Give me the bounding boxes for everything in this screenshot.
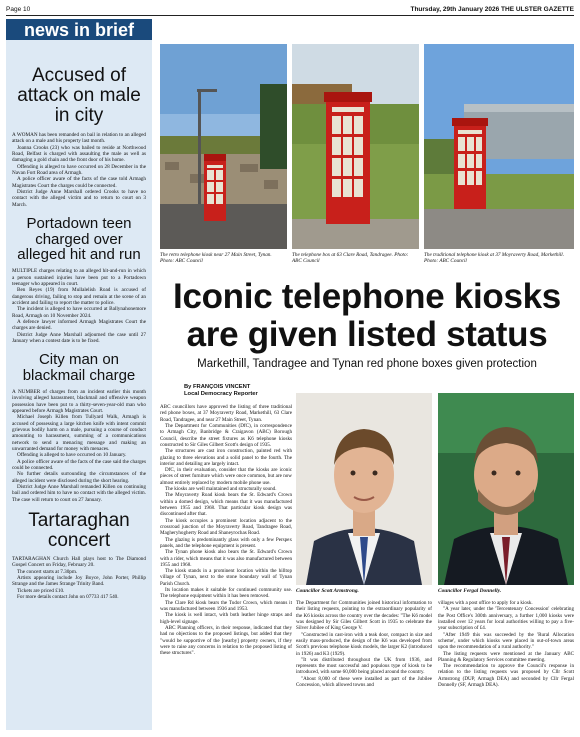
- photo-caption: The telephone box at 63 Clare Road, Tandragee. Photo: ABC Council: [292, 252, 409, 265]
- brief-body: A WOMAN has been remanded on bail in relation to an alleged attack on a male and his property last month. Joanna Crooks (23) who was bailed to reside at Northwood Road, Belfast is charged with assaulting the male as well as damaging a gold chain and the front door of his home. Offending is alleged to have occurred on 28 December in the Navan Fort Road area of Armagh. A police officer aware of the facts of the case told Armagh Magistrates Court the charges could be connected. District Judge Anne Marshall ordered Crooks to have no contact with the alleged victim and to return to court on 3 March.: [12, 131, 146, 208]
- photo-caption: The retro telephone kiosk near 27 Main Street, Tynan. Photo: ABC Council: [160, 252, 272, 265]
- news-in-brief-banner: news in brief: [6, 19, 152, 42]
- brief-headline: City man on blackmail charge: [22, 351, 136, 385]
- sub-headline: Markethill, Tandragee and Tynan red phone boxes given protection: [197, 358, 537, 370]
- page-number: Page 10: [6, 6, 31, 13]
- article-column-3: villages with a post office to apply for a kiosk. "A year later, under the 'Tercentenary Concession' celebrating the Post Office's 300th anniversary, a further 1,000 kiosks were installed over 12 years for local authorities willing to pay a five-year subscription of £4. "After 1949 this was succeeded by the 'Rural Allocation scheme', under which kiosks were placed in out-of-town areas upon the recommendation of a rural authority." The listing requests were mentioned at the January ABC Planning & Regulatory Services committee meeting. The recommendation to approve the Council's response in relation to the listing requests was proposed by Cllr Scott Armstrong (DUP, Armagh DEA) and seconded by Cllr Fergal Donnelly (SF, Armagh DEA).: [438, 600, 574, 689]
- brief-body: TARTARAGHAN Church Hall plays host to The Diamond Gospel Concert on Friday, February 20. The concert starts at 7.30pm. Artists appearing include Joy Boyce, John Porter, Phillip Strange and the James Strange Trinity Band. Tickets are priced £10. For more details contact John on 07733 417 540.: [12, 555, 146, 600]
- byline-role: Local Democracy Reporter: [184, 391, 258, 398]
- byline-author: By FRANÇOIS VINCENT: [184, 384, 251, 390]
- tynan-kiosk-photo: [160, 44, 287, 249]
- page-header: [6, 4, 574, 16]
- article-column-1: ABC councillors have approved the listing of three traditional red phone boxes, at 37 Moyraverty Road, Markethill, 63 Clare Road, Tandragee, and near 27 Main Street, Tynan. The Department for Communities (DfC), in correspondence to Armagh City, Banbridge & Craigavon (ABC) Borough Council, describe the street fixtures as K6 telephone kiosks constructed to Sir Giles Gilbert Scott's design of 1935. The structures are cast iron construction, painted red with glazing to three elevations and a solid panel to the fourth. The interior and detailing are largely intact. DfC, in their evaluation, consider that the kiosks are iconic pieces of street furniture which were once common, but are now almost entirely replaced by modern mobile phone use. The kiosks are well maintained and structurally sound. The Moyraverty Road kiosk bears the St. Edward's Crown within a domed design, which means that it was manufactured between 1955 and 1968. That particular kiosk design was discontinued after that. The kiosk occupies a prominent location adjacent to the crossroad junction of the Moyraverty Road, Tandragee Road, Magheryhogherty Road and Shaneyrochas Road. The glazing is predominantly glass with only a few Perspex panels, and the telephone equipment is present. The Tynan phone kiosk also bears the St. Edward's Crown with a rider, which means that it was also manufactured between 1955 and 1968. The kiosk stands in a prominent location within the hilltop village of Tynan, next to the stone boundary wall of Tynan Parish Church. Its location makes it suitable for continued community use. The telephone equipment within it has been removed. The Clare Rd kiosk bears the Tudor Crown, which means it was manufactured between 1936 and 1953. The kiosk is well intact, with both leather hinge straps and high-level signage. ABC Planning officers, in their response, indicated that they had no objections to the proposed listings, but added that they "would be supportive of the [nearby] property owners, if they were to raise any concerns in relation to the proposed listing of these structures".: [160, 404, 292, 657]
- brief-headline: Tartaraghan concert: [28, 510, 130, 551]
- byline: [184, 384, 258, 398]
- councillor-armstrong-photo: [296, 393, 432, 585]
- brief-headline: Accused of attack on male in city: [17, 65, 141, 126]
- main-headline: Iconic telephone kiosks are given listed status: [173, 277, 561, 354]
- portrait-caption: Councillor Fergal Donnelly.: [438, 588, 502, 594]
- photo-caption: The traditional telephone kiosk at 37 Moyraverty Road, Markethill. Photo: ABC Council: [424, 252, 565, 265]
- issue-date: Thursday, 29th January 2026 THE ULSTER GAZETTE: [410, 6, 574, 13]
- tandragee-kiosk-photo: [292, 44, 419, 249]
- councillor-donnelly-photo: [438, 393, 574, 585]
- brief-body: MULTIPLE charges relating to an alleged hit-and-run in which a person sustained injuries have been put to a Portadown teenager who appeared in court. Ben Reyes (19) from Mullalelish Road is accused of dangerous driving, failing to stop and remain at the scene of an accident and failing to report the matter to police. The incident is alleged to have occurred at Ballynahonemore Road, Armagh on 10 November 2024. A defence lawyer informed Armagh Magistrates Court the charges are denied. District Judge Anne Marshall adjourned the case until 27 January when a contest date is to be fixed.: [12, 268, 146, 344]
- brief-headline: Portadown teen charged over alleged hit and run: [17, 214, 141, 264]
- brief-body: A NUMBER of charges from an incident earlier this month involving alleged harassment, blackmail and offensive weapon possession have been put to a thirty-seven-year-old man who appeared before Armagh Magistrates Court. Michael Joseph Killen from Tullyard Walk, Armagh is accused of possessing a large kitchen knife with intent commit grievous bodily harm on a male, pursuing a course of conduct amounting to harassment, summing of a communications network to send a menacing message and making an unwarranted demand for money with menaces. Offending is alleged to have occurred on 10 January. A police officer aware of the facts of the case said the charges could be connected. No further details surrounding the circumstances of the alleged incident were disclosed during the short hearing. District Judge Anne Marshall remanded Killen on continuing bail and ordered him to have no contact with the alleged victim. The case will return to court on 27 January.: [12, 388, 146, 503]
- article-column-2: The Department for Communities joined historical information to their listing requests, pointing to the extraordinary popularity of the K6 kiosks across the country over the decades: "The K6 model was designed by Sir Giles Gilbert Scott in 1935 to celebrate the Silver Jubilee of King George V. "Constructed in cast-iron with a teak door, compact in size and easily mass-produced, the design of the K6 was developed from Scott's previous telephone kiosk models, the larger K2 (introduced in 1926) and K3 (1929). "It was distributed throughout the UK from 1936, and represents the most successful and populous type of kiosk to be introduced, with some 60,000 being placed around the country. "About 8,000 of these were installed as part of the Jubilee Concession, which allowed towns and: [296, 600, 432, 689]
- portrait-caption: Councillor Scott Armstrong.: [296, 588, 359, 594]
- markethill-kiosk-photo: [424, 44, 574, 249]
- news-in-brief-column: [6, 40, 152, 730]
